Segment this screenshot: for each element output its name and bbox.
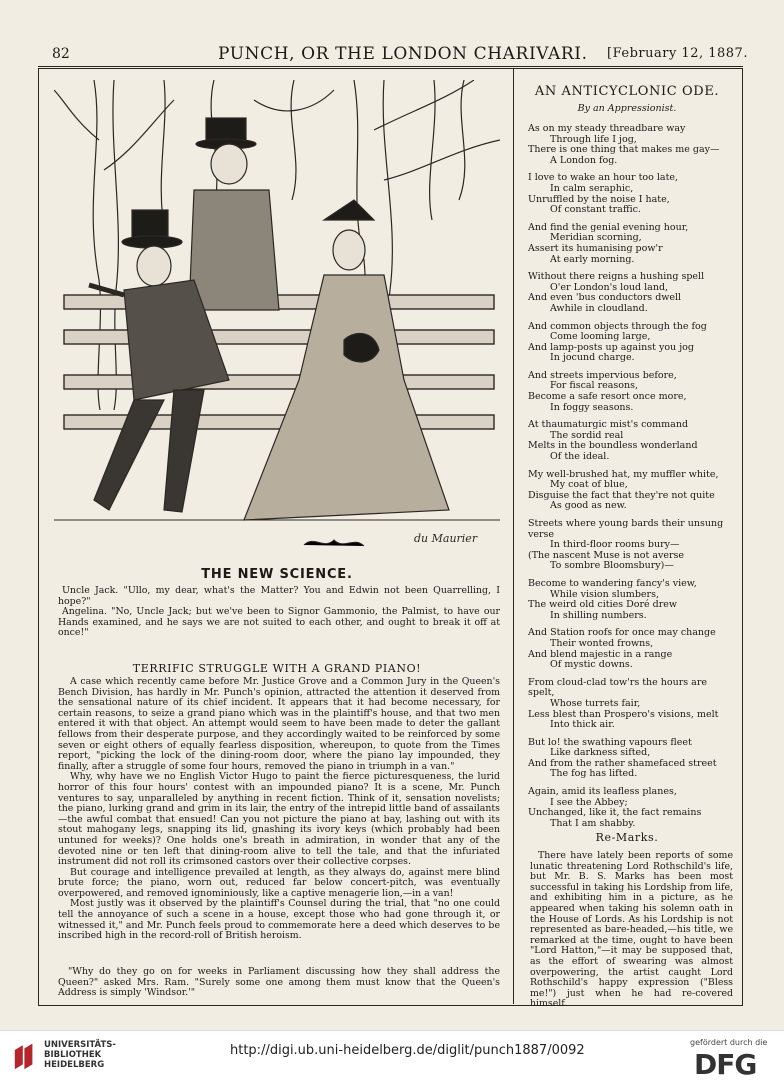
ode-line: And even 'bus conductors dwell	[528, 292, 682, 304]
ode-line: While vision slumbers,	[550, 588, 659, 600]
ode-line: And lamp-posts up against you jog	[528, 341, 694, 353]
ode-line: My well-brushed hat, my muffler white,	[528, 468, 719, 480]
ode-line: Of the ideal.	[550, 451, 610, 463]
ode-line: Streets where young bards their unsung verse	[528, 518, 724, 540]
remarks-body	[530, 851, 733, 1010]
ode-line: In third-floor rooms bury—	[550, 539, 680, 551]
article-paragraph: Most justly was it observed by the plaintiff's Counsel during the trial, that "no one could tell the annoyance of such a scene in a house, except those who had gone through it, or witnessed it," and Mr. Punch feels proud to commemorate here a deed which deserves to be inscribed high in the record-roll of British heroism.	[58, 898, 500, 942]
ode-line: Without there reigns a hushing spell	[528, 271, 705, 283]
page-number: 82	[52, 46, 70, 62]
ode-line: But lo! the swathing vapours fleet	[528, 736, 692, 748]
ode-stanza	[528, 678, 733, 731]
ode-stanza	[528, 628, 733, 670]
ode-line: For fiscal reasons,	[550, 380, 639, 392]
header-rule	[38, 66, 743, 67]
library-name: UNIVERSITÄTS- BIBLIOTHEK HEIDELBERG	[44, 1040, 116, 1070]
ode-line: O'er London's loud land,	[550, 281, 669, 293]
ode-line: In jocund charge.	[550, 352, 635, 364]
ode-line: And from the rather shamefaced street	[528, 757, 717, 769]
ode-line: Through life I jog,	[550, 133, 637, 145]
library-logo-icon	[10, 1040, 42, 1076]
ode-line: The fog has lifted.	[550, 768, 638, 780]
ode-line: Into thick air.	[550, 719, 615, 731]
sponsor-label: gefördert durch die	[690, 1038, 768, 1047]
ode-stanza	[528, 470, 733, 512]
ode-line: Awhile in cloudland.	[550, 302, 648, 314]
ode-line: The sordid real	[550, 429, 624, 441]
ode-line: As good as new.	[550, 500, 627, 512]
article-title: TERRIFIC STRUGGLE WITH A GRAND PIANO!	[132, 662, 422, 675]
ode-line: Less blest than Prospero's visions, melt	[528, 708, 719, 720]
ode-line: In foggy seasons.	[550, 401, 634, 413]
ode-line: And blend majestic in a range	[528, 648, 673, 660]
caption-line-1: Uncle Jack. "Ullo, my dear, what's the Matter? You and Edwin not been Quarrelling, I hope?"	[58, 585, 500, 607]
ode-line: And find the genial evening hour,	[528, 221, 689, 233]
ode-line: (The nascent Muse is not averse	[528, 549, 685, 561]
ode-stanza	[528, 124, 733, 166]
ode-line: Melts in the boundless wonderland	[528, 440, 698, 452]
ode-stanza	[528, 173, 733, 215]
ode-line: Whose turrets fair,	[550, 697, 641, 709]
permalink[interactable]: http://digi.ub.uni-heidelberg.de/diglit/punch1887/0092	[230, 1043, 585, 1058]
remarks-text: There have lately been reports of some lunatic threatening Lord Rothschild's life, but Mr. B. S. Marks has been most successful in taking his Lordship from life, and exhibiting him in a picture, as he appeared when taking his solemn oath in the House of Lords. As his Lordship is not represented as bare-headed,—his title, we remarked at the time, ought to have been "Lord Hatton,"—it may be supposed that, as the effort of swearing was almost overpowering, the artist caught Lord Rothschild's happy expression ("Bless me!") just when he had re-covered himself.	[530, 850, 733, 1010]
ode-line: And streets impervious before,	[528, 369, 677, 381]
ode-line: To sombre Bloomsbury)—	[550, 560, 674, 572]
ode-stanza	[528, 738, 733, 780]
parliament-note	[58, 967, 500, 999]
ode-poem	[528, 124, 733, 836]
ode-line: Unruffled by the noise I hate,	[528, 193, 670, 205]
ode-line: Assert its humanising pow'r	[528, 242, 663, 254]
ode-line: Unchanged, like it, the fact remains	[528, 807, 702, 819]
ode-line: Again, amid its leafless planes,	[528, 786, 677, 798]
ode-line: Of mystic downs.	[550, 659, 633, 671]
ode-stanza	[528, 787, 733, 829]
ode-line: As on my steady threadbare way	[528, 123, 686, 134]
ode-line: At early morning.	[550, 253, 635, 265]
ode-line: A London fog.	[550, 154, 618, 166]
ode-line: Of constant traffic.	[550, 204, 641, 216]
ode-line: Disguise the fact that they're not quite	[528, 489, 715, 501]
ode-stanza	[528, 322, 733, 364]
ode-line: From cloud-clad tow'rs the hours are spelt,	[528, 676, 708, 699]
ode-line: Meridian scorning,	[550, 232, 642, 244]
running-title: PUNCH, OR THE LONDON CHARIVARI.	[218, 44, 588, 64]
cartoon-illustration	[54, 80, 500, 566]
ode-line: There is one thing that makes me gay—	[528, 144, 720, 156]
ode-line: In calm seraphic,	[550, 182, 634, 194]
ode-line: Become a safe resort once more,	[528, 391, 687, 403]
ode-line: I love to wake an hour too late,	[528, 172, 679, 184]
article-paragraph: Why, why have we no English Victor Hugo to paint the fierce picturesqueness, the lurid horror of this four hours' contest with an impounded piano? It is a scene, Mr. Punch ventures to say, unparalleled by anything in recent fiction. Think of it, sensation novelists; the piano, lurking grand and grim in its lair, the entry of the intrepid little band of assailants—the awful combat that ensued! Can you not picture the piano at bay, lashing out with its stout mahogany legs, snapping its lid, gnashing its ivory keys (which probably had been untuned for weeks)? One holds one's breath in admiration, in wonder that any of the devoted nine or ten left that dining-room alive to tell the tale, and that the infuriated instrument did not roll its crimsoned castors over their collective corpses.	[58, 771, 500, 868]
ode-line: Like darkness sifted,	[550, 747, 651, 759]
ode-line: At thaumaturgic mist's command	[528, 419, 689, 431]
artist-signature: du Maurier	[414, 532, 478, 545]
ode-line: Become to wandering fancy's view,	[528, 577, 697, 589]
column-divider	[513, 68, 514, 1004]
ode-stanza	[528, 420, 733, 462]
ode-stanza	[528, 223, 733, 265]
ode-stanza	[528, 272, 733, 314]
ode-stanza	[528, 519, 733, 572]
cartoon-caption	[58, 586, 500, 639]
ode-line: That I am shabby.	[550, 817, 636, 829]
ode-line: Come looming large,	[550, 331, 651, 343]
cartoon-title: THE NEW SCIENCE.	[201, 567, 353, 582]
ode-line: And common objects through the fog	[528, 320, 707, 332]
article-paragraph: But courage and intelligence prevailed at length, as they always do, against mere blind brute force; the piano, worn out, reduced far below concert-pitch, was eventually overpowered, and removed ignominiously, like a captive menagerie lion,—in a van!	[58, 866, 500, 899]
article-body	[58, 677, 500, 942]
ode-line: The weird old cities Doré drew	[528, 599, 678, 611]
viewer-footer	[0, 1030, 784, 1087]
note-text: "Why do they go on for weeks in Parliament discussing how they shall address the Queen?" asked Mrs. Ram. "Surely some one among them must know that the Queen's Address is simply 'Windsor.'"	[58, 966, 500, 999]
ode-stanza	[528, 579, 733, 621]
issue-date: [February 12, 1887.	[607, 46, 748, 61]
ode-line: And Station roofs for once may change	[528, 627, 716, 639]
ode-line: In shilling numbers.	[550, 609, 647, 621]
ode-line: I see the Abbey;	[550, 796, 628, 808]
remarks-title: Re-Marks.	[595, 831, 659, 844]
ode-stanza	[528, 371, 733, 413]
caption-line-2: Angelina. "No, Uncle Jack; but we've been to Signor Gammonio, the Palmist, to have our Hands examined, and he says we are not suited to each other, and ought to break it off at once!"	[58, 606, 500, 639]
ode-line: Their wonted frowns,	[550, 637, 654, 649]
article-paragraph: A case which recently came before Mr. Justice Grove and a Common Jury in the Queen's Bench Division, has hardly in Mr. Punch's opinion, attracted the attention it deserved from the sensational nature of its chief incident. It appears that it had become necessary, for certain reasons, to seize a grand piano which was in the plaintiff's house, and that two men entered it with that object. An attempt would seem to have been made to deter the gallant fellows from their desperate purpose, and they accordingly waited to be reinforced by some seven or eight others of equally fearless disposition, whereupon, to quote from the Times report, "picking the lock of the dining-room door, where the piano lay impounded, they finally, after a struggle of some four hours, removed the piano in triumph in a van."	[58, 676, 500, 772]
ode-byline: By an Appressionist.	[577, 103, 677, 114]
ode-line: My coat of blue,	[550, 479, 628, 491]
ode-title: AN ANTICYCLONIC ODE.	[534, 84, 720, 99]
dfg-logo: DFG	[694, 1048, 757, 1081]
